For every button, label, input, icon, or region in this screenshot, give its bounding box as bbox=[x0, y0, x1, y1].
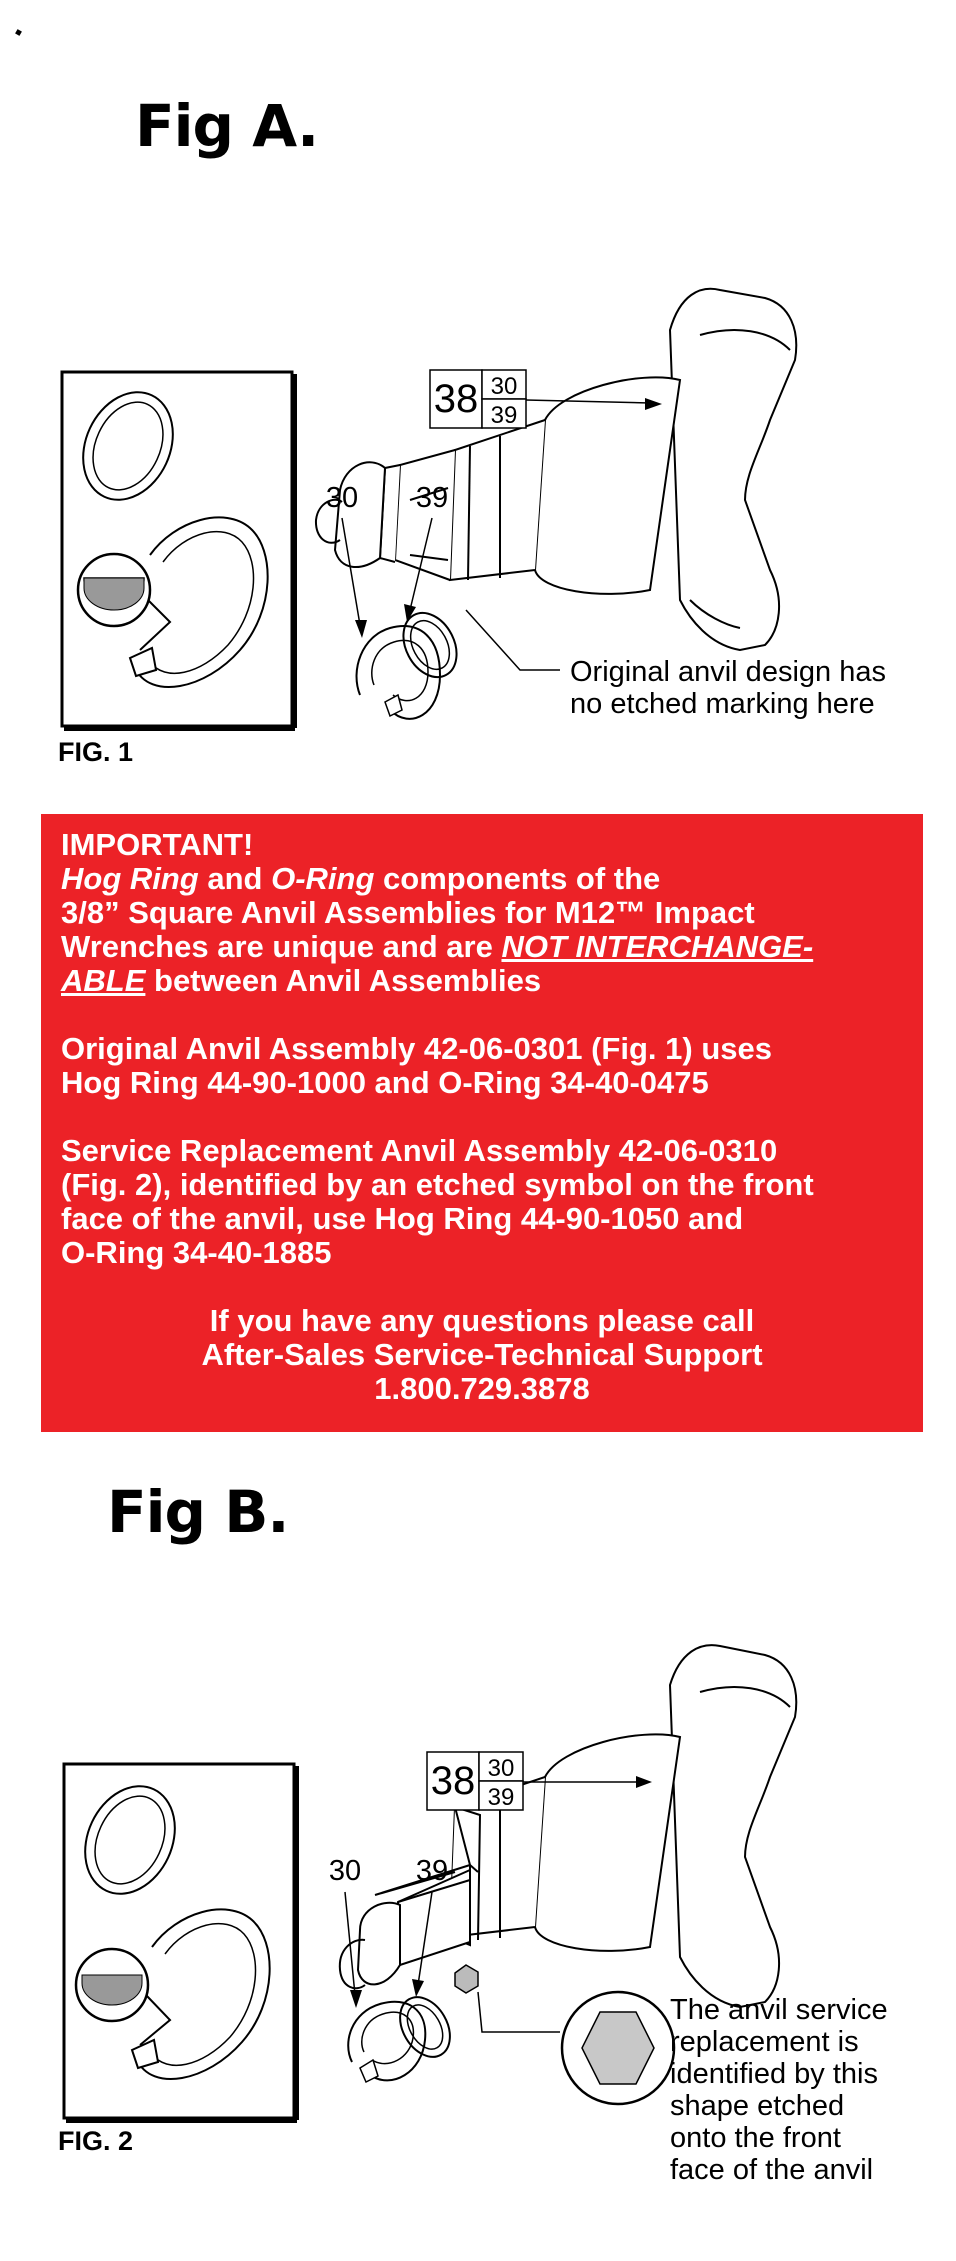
fig-b-inset bbox=[64, 1764, 297, 2121]
fig-a-ring-label-39: 39 bbox=[415, 482, 449, 514]
fig-b-callout-line: face of the anvil bbox=[670, 2154, 874, 2186]
notice-text: Original Anvil Assembly 42-06-0301 (Fig. 1) uses bbox=[61, 1031, 772, 1066]
fig-b-callout-line: shape etched bbox=[670, 2090, 845, 2122]
notice-text: and bbox=[198, 861, 272, 896]
scan-mark bbox=[15, 29, 22, 36]
notice-text: between Anvil Assemblies bbox=[145, 963, 542, 998]
notice-o-ring: O-Ring bbox=[271, 861, 375, 896]
notice-text: After-Sales Service-Technical Support bbox=[201, 1337, 763, 1372]
fig-b-label: FIG. 2 bbox=[58, 2126, 134, 2156]
fig-b-callout-line: replacement is bbox=[670, 2026, 859, 2058]
fig-a-part-sub-bottom: 39 bbox=[490, 402, 518, 429]
fig-b-heading: Fig B. bbox=[107, 1478, 289, 1546]
notice-contact bbox=[61, 1304, 903, 1406]
notice-text: If you have any questions please call bbox=[209, 1303, 755, 1338]
fig-b-anvil bbox=[340, 1645, 796, 2007]
fig-a-callout bbox=[570, 656, 886, 720]
fig-a-ring-label-30: 30 bbox=[325, 482, 359, 514]
fig-b-callout bbox=[670, 1994, 888, 2186]
notice-text: Wrenches are unique and are bbox=[61, 929, 502, 964]
notice-text: Service Replacement Anvil Assembly 42-06-0310 bbox=[61, 1133, 778, 1168]
notice-paragraph-1 bbox=[61, 862, 903, 998]
fig-a-part-main: 38 bbox=[433, 377, 479, 421]
notice-text: (Fig. 2), identified by an etched symbol on the front bbox=[61, 1167, 814, 1202]
support-phone-number: 1.800.729.3878 bbox=[374, 1371, 590, 1406]
notice-paragraph-3 bbox=[61, 1134, 903, 1270]
notice-text: components of the bbox=[374, 861, 661, 896]
fig-a-part-sub-top: 30 bbox=[490, 373, 518, 400]
fig-b-part-sub-top: 30 bbox=[487, 1755, 515, 1782]
fig-a-o-ring bbox=[393, 604, 467, 687]
fig-b-part-main: 38 bbox=[430, 1759, 476, 1803]
fig-a-hog-ring bbox=[357, 626, 440, 719]
fig-a-callout-line: no etched marking here bbox=[570, 688, 875, 720]
important-notice bbox=[41, 814, 923, 1432]
notice-text: Hog Ring 44-90-1000 and O-Ring 34-40-0475 bbox=[61, 1065, 709, 1100]
fig-a-heading: Fig A. bbox=[135, 92, 319, 160]
fig-b-callout-line: onto the front bbox=[670, 2122, 841, 2154]
fig-b-callout-line: The anvil service bbox=[670, 1994, 888, 2026]
notice-not-interchangeable: NOT INTERCHANGE- bbox=[501, 929, 814, 964]
fig-a-anvil bbox=[316, 289, 796, 650]
notice-text: 3/8” Square Anvil Assemblies for M12™ Impact bbox=[61, 895, 755, 930]
fig-a-callout-line: Original anvil design has bbox=[570, 656, 886, 688]
notice-title: IMPORTANT! bbox=[61, 827, 254, 862]
fig-a-inset bbox=[62, 372, 295, 729]
fig-b-ring-label-30: 30 bbox=[328, 1855, 362, 1887]
fig-b-callout-line: identified by this bbox=[670, 2058, 878, 2090]
notice-text: face of the anvil, use Hog Ring 44-90-1050 and bbox=[61, 1201, 744, 1236]
notice-text: O-Ring 34-40-1885 bbox=[61, 1235, 332, 1270]
notice-hog-ring: Hog Ring bbox=[61, 861, 199, 896]
fig-a-label: FIG. 1 bbox=[58, 737, 134, 767]
notice-not-interchangeable: ABLE bbox=[61, 963, 146, 998]
fig-b-part-sub-bottom: 39 bbox=[487, 1784, 515, 1811]
notice-paragraph-2 bbox=[61, 1032, 903, 1100]
fig-b-ring-label-39: 39 bbox=[415, 1855, 449, 1887]
fig-b-hexagon-callout bbox=[478, 1992, 674, 2104]
fig-b-hog-ring bbox=[348, 2002, 425, 2082]
